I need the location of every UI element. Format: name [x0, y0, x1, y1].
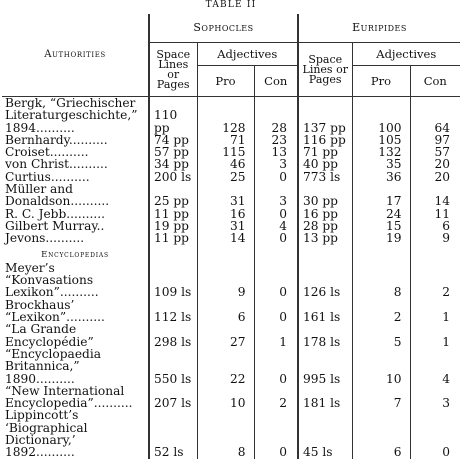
- authority-name: Lippincott’s ‘Biographical Dictionary,’ 1892..........: [5, 408, 88, 460]
- euripides-con: 97: [410, 134, 460, 146]
- sophocles-space: 11 pp: [149, 208, 197, 220]
- euripides-space: 40 pp: [298, 158, 352, 170]
- authorities-header: Authorities: [2, 14, 149, 97]
- euripides-pro: 8: [352, 262, 410, 299]
- authority-name: Curtius..........: [5, 169, 90, 184]
- table-row: [2, 409, 460, 458]
- table-row: [2, 385, 460, 410]
- encyclopedias-divider: [2, 245, 460, 262]
- authority-name: Croiset..........: [5, 145, 89, 160]
- euripides-adjectives-header: Adjectives: [352, 43, 460, 66]
- euripides-con: 4: [410, 348, 460, 385]
- euripides-space: 28 pp: [298, 220, 352, 232]
- sophocles-pro: 6: [197, 299, 254, 324]
- authority-name: Gilbert Murray..: [5, 218, 105, 233]
- sophocles-adjectives-header: Adjectives: [197, 43, 298, 66]
- euripides-pro: 2: [352, 299, 410, 324]
- euripides-space: 181 ls: [298, 385, 352, 410]
- table-row: [2, 348, 460, 385]
- sophocles-header: Sophocles: [149, 14, 298, 43]
- euripides-con: 2: [410, 262, 460, 299]
- euripides-con: 6: [410, 220, 460, 232]
- sophocles-space-header: Space Lines or Pages: [149, 43, 197, 97]
- authority-name: Müller and Donaldson..........: [5, 182, 110, 209]
- authors-section: [2, 97, 460, 245]
- sophocles-pro: 115: [197, 146, 254, 158]
- sophocles-con: 3: [254, 183, 298, 208]
- euripides-con: 14: [410, 183, 460, 208]
- sophocles-space: 25 pp: [149, 183, 197, 208]
- sophocles-con: 4: [254, 220, 298, 232]
- authority-name: Brockhaus’ “Lexikon”..........: [5, 297, 105, 325]
- euripides-con: 9: [410, 232, 460, 244]
- euripides-header: Euripides: [298, 14, 460, 43]
- authority-name: Meyer’s “Konvasations Lexikon”..........: [5, 260, 99, 300]
- sophocles-pro: 9: [197, 262, 254, 299]
- euripides-pro: 10: [352, 348, 410, 385]
- euripides-con: 1: [410, 299, 460, 324]
- euripides-pro: 5: [352, 323, 410, 348]
- euripides-space: 161 ls: [298, 299, 352, 324]
- sophocles-space: 112 ls: [149, 299, 197, 324]
- sophocles-space: 19 pp: [149, 220, 197, 232]
- sophocles-space: 11 pp: [149, 232, 197, 244]
- euripides-space: 137 pp: [298, 97, 352, 134]
- sophocles-space: 74 pp: [149, 134, 197, 146]
- sophocles-pro: 10: [197, 385, 254, 410]
- sophocles-con: 0: [254, 409, 298, 458]
- table-row: [2, 323, 460, 348]
- euripides-pro: 35: [352, 158, 410, 170]
- euripides-space: 45 ls: [298, 409, 352, 458]
- sophocles-pro-header: Pro: [197, 66, 254, 97]
- sophocles-pro: 27: [197, 323, 254, 348]
- euripides-space: 126 ls: [298, 262, 352, 299]
- authority-name: “Encyclopaedia Britannica,” 1890..........: [5, 346, 101, 386]
- euripides-space: 16 pp: [298, 208, 352, 220]
- euripides-space: 116 pp: [298, 134, 352, 146]
- table-row: [2, 262, 460, 299]
- sophocles-pro: 16: [197, 208, 254, 220]
- euripides-con: 3: [410, 385, 460, 410]
- euripides-con: 64: [410, 97, 460, 134]
- euripides-space: 13 pp: [298, 232, 352, 244]
- sophocles-con: 0: [254, 208, 298, 220]
- euripides-pro: 105: [352, 134, 410, 146]
- table-row: [2, 183, 460, 208]
- data-table: [2, 14, 460, 459]
- authority-name: “New International Encyclopedia”..........: [5, 383, 133, 411]
- euripides-pro: 17: [352, 183, 410, 208]
- sophocles-space: 110 pp: [149, 97, 197, 134]
- sophocles-space: 207 ls: [149, 385, 197, 410]
- euripides-pro: 24: [352, 208, 410, 220]
- sophocles-space: 298 ls: [149, 323, 197, 348]
- euripides-space: 773 ls: [298, 171, 352, 183]
- euripides-con: 1: [410, 323, 460, 348]
- euripides-con: 0: [410, 409, 460, 458]
- euripides-space: 178 ls: [298, 323, 352, 348]
- authority-name: R. C. Jebb..........: [5, 206, 106, 221]
- sophocles-con: 23: [254, 134, 298, 146]
- authority-name: Jevons..........: [5, 231, 85, 246]
- euripides-pro-header: Pro: [352, 66, 410, 97]
- sophocles-con: 0: [254, 232, 298, 244]
- sophocles-space: 550 ls: [149, 348, 197, 385]
- euripides-space-header: Space Lines or Pages: [298, 43, 352, 97]
- euripides-con: 20: [410, 171, 460, 183]
- sophocles-con: 1: [254, 323, 298, 348]
- sophocles-con: 3: [254, 158, 298, 170]
- euripides-con: 20: [410, 158, 460, 170]
- table-row: [2, 158, 460, 170]
- euripides-con-header: Con: [410, 66, 460, 97]
- sophocles-con: 0: [254, 171, 298, 183]
- euripides-pro: 15: [352, 220, 410, 232]
- sophocles-space: 34 pp: [149, 158, 197, 170]
- sophocles-con-header: Con: [254, 66, 298, 97]
- sophocles-space: 200 ls: [149, 171, 197, 183]
- euripides-pro: 100: [352, 97, 410, 134]
- sophocles-con: 0: [254, 348, 298, 385]
- euripides-pro: 6: [352, 409, 410, 458]
- encyclopedias-section: [2, 262, 460, 459]
- sophocles-pro: 22: [197, 348, 254, 385]
- euripides-pro: 132: [352, 146, 410, 158]
- authority-name: von Christ..........: [5, 157, 108, 172]
- euripides-pro: 36: [352, 171, 410, 183]
- encyclopedias-label: Encyclopedias: [41, 249, 109, 260]
- sophocles-pro: 128: [197, 97, 254, 134]
- sophocles-pro: 31: [197, 183, 254, 208]
- sophocles-space: 57 pp: [149, 146, 197, 158]
- euripides-space: 995 ls: [298, 348, 352, 385]
- table-row: [2, 232, 460, 244]
- sophocles-pro: 8: [197, 409, 254, 458]
- sophocles-con: 13: [254, 146, 298, 158]
- sophocles-pro: 46: [197, 158, 254, 170]
- table-row: [2, 299, 460, 324]
- authority-name: Bernhardy..........: [5, 132, 108, 147]
- table-title: TABLE II: [205, 0, 257, 10]
- euripides-space: 71 pp: [298, 146, 352, 158]
- sophocles-con: 28: [254, 97, 298, 134]
- sophocles-con: 0: [254, 299, 298, 324]
- euripides-space: 30 pp: [298, 183, 352, 208]
- authority-name: “La Grande Encyclopédie”: [5, 322, 94, 349]
- sophocles-pro: 31: [197, 220, 254, 232]
- sophocles-pro: 25: [197, 171, 254, 183]
- euripides-con: 57: [410, 146, 460, 158]
- sophocles-pro: 71: [197, 134, 254, 146]
- sophocles-space: 52 ls: [149, 409, 197, 458]
- sophocles-con: 2: [254, 385, 298, 410]
- euripides-con: 11: [410, 208, 460, 220]
- authority-name: Bergk, “Griechischer Literaturgeschichte,” 1894..........: [5, 96, 138, 135]
- euripides-pro: 19: [352, 232, 410, 244]
- euripides-pro: 7: [352, 385, 410, 410]
- sophocles-con: 0: [254, 262, 298, 299]
- sophocles-pro: 14: [197, 232, 254, 244]
- table-row: [2, 97, 460, 134]
- sophocles-space: 109 ls: [149, 262, 197, 299]
